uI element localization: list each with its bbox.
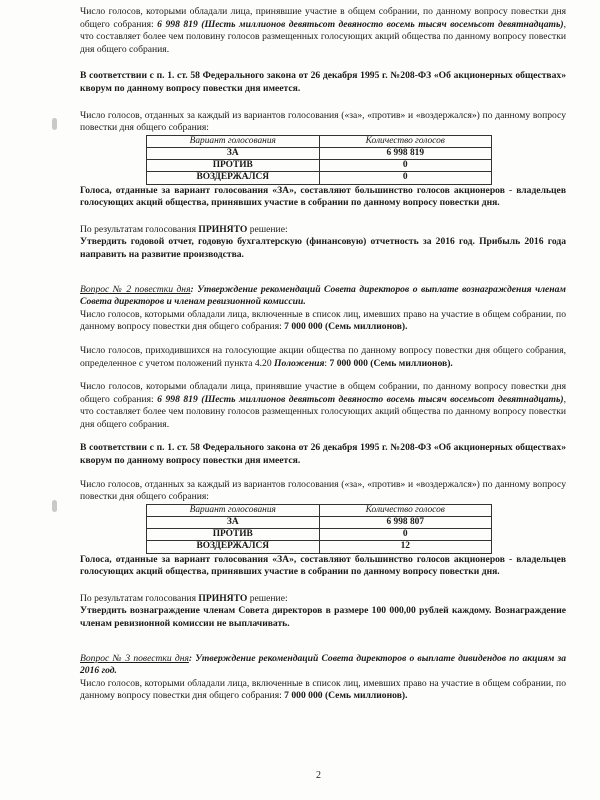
q1-decision: Утвердить годовой отчет, годовую бухгалтерскую (финансовую) отчетность за 2016 год. Прибыль 2016 года направить на развитие производства. (80, 236, 566, 260)
q2-heading: Вопрос № 2 повестки дня: Утверждение рекомендаций Совета директоров о выплате вознаграждения членам Совета директоров и членам ревизионной комиссии. (80, 283, 566, 308)
vote-count: 0 (319, 172, 492, 184)
document-body (80, 6, 566, 703)
q1-result-intro: По результатам голосования ПРИНЯТО решение: (80, 223, 288, 235)
vote-option: ПРОТИВ (147, 529, 320, 541)
q2-decision: Утвердить вознаграждение членам Совета директоров в размере 100 000,00 рублей каждому. Вознаграждение членам ревизионной комиссии не выплачивать. (80, 605, 566, 630)
vote-count: 6 998 807 (319, 517, 492, 529)
q3-heading: Вопрос № 3 повестки дня: Утверждение рекомендаций Совета директоров о выплате дивидендов по акциям за 2016 год. (80, 652, 566, 677)
vote-option: ВОЗДЕРЖАЛСЯ (147, 541, 320, 553)
table-row (147, 172, 492, 184)
q2-result-intro: По результатам голосования ПРИНЯТО решение: (80, 592, 288, 604)
q2-quorum-statement: В соответствии с п. 1. ст. 58 Федерального закона от 26 декабря 1995 г. №208-ФЗ «Об акционерных обществах» кворум по данному вопросу повестки дня имеется. (80, 442, 566, 467)
header-count: Количество голосов (319, 135, 492, 147)
vote-option: ЗА (147, 147, 320, 159)
vote-option: ПРОТИВ (147, 160, 320, 172)
q2-eligible-votes: Число голосов, которыми обладали лица, включенные в список лиц, имевших право на участие в общем собрании, по данному вопросу повестки дня общего собрания: 7 000 000 (Семь миллионов). (80, 308, 566, 333)
punch-hole-mark (52, 500, 57, 512)
q1-participants-votes: Число голосов, которыми обладали лица, принявшие участие в общем собрании, по данному вопросу повестки дня общего собрания: 6 998 819 (Шесть миллионов девятьсот девяносто восемь тысяч восемьсот девятнадцать), что составляет более чем половину голосов размещенных голосующих акций общества по данному вопросу повестки дня общего собрания. (80, 6, 567, 55)
header-option: Вариант голосования (147, 504, 320, 516)
table-row (147, 147, 492, 159)
table-header-row (147, 504, 492, 516)
table-row (147, 160, 492, 172)
vote-option: ВОЗДЕРЖАЛСЯ (147, 172, 320, 184)
q2-majority-statement: Голоса, отданные за вариант голосования «ЗА», составляют большинство голосов акционеров - владельцев голосующих акций общества, принявших участие в собрании по данному вопросу повестки дня. (80, 553, 566, 578)
table-header-row (147, 135, 492, 147)
q2-table-intro: Число голосов, отданных за каждый из вариантов голосования («за», «против» и «воздержался») по данному вопросу повестки дня общего собрания: (80, 478, 566, 503)
vote-count: 0 (319, 160, 492, 172)
q2-voting-shares: Число голосов, приходившихся на голосующие акции общества по данному вопросу повестки дня общего собрания, определенное с учетом положений пункта 4.20 Положения: 7 000 000 (Семь миллионов). (80, 344, 566, 369)
header-count: Количество голосов (319, 504, 492, 516)
q1-table-intro: Число голосов, отданных за каждый из вариантов голосования («за», «против» и «воздержался») по данному вопросу повестки дня общего собрания: (80, 109, 566, 134)
vote-count: 6 998 819 (319, 147, 492, 159)
vote-option: ЗА (147, 517, 320, 529)
vote-count: 12 (319, 541, 492, 553)
q1-majority-statement: Голоса, отданные за вариант голосования «ЗА», составляют большинство голосов акционеров - владельцев голосующих акций общества, принявших участие в собрании по данному вопросу повестки дня. (80, 184, 566, 209)
q2-participants-votes: Число голосов, которыми обладали лица, принявшие участие в общем собрании, по данному вопросу повестки дня общего собрания: 6 998 819 (Шесть миллионов девятьсот девяносто восемь тысяч восемьсот девятнадцать), что составляет более чем половину голосов размещенных голосующих акций общества по данному вопросу повестки дня общего собрания. (80, 381, 567, 430)
table-row (147, 517, 492, 529)
header-option: Вариант голосования (147, 135, 320, 147)
punch-hole-mark (52, 118, 57, 130)
table-row (147, 541, 492, 553)
q1-votes-table (146, 135, 492, 185)
page-number: 2 (316, 770, 321, 781)
q3-eligible-votes: Число голосов, которыми обладали лица, включенные в список лиц, имевших право на участие в общем собрании, по данному вопросу повестки дня общего собрания: 7 000 000 (Семь миллионов). (80, 677, 566, 702)
q1-quorum-statement: В соответствии с п. 1. ст. 58 Федерального закона от 26 декабря 1995 г. №208-ФЗ «Об акционерных обществах» кворум по данному вопросу повестки дня имеется. (80, 70, 566, 94)
q2-votes-table (146, 504, 492, 554)
table-row (147, 529, 492, 541)
vote-count: 0 (319, 529, 492, 541)
